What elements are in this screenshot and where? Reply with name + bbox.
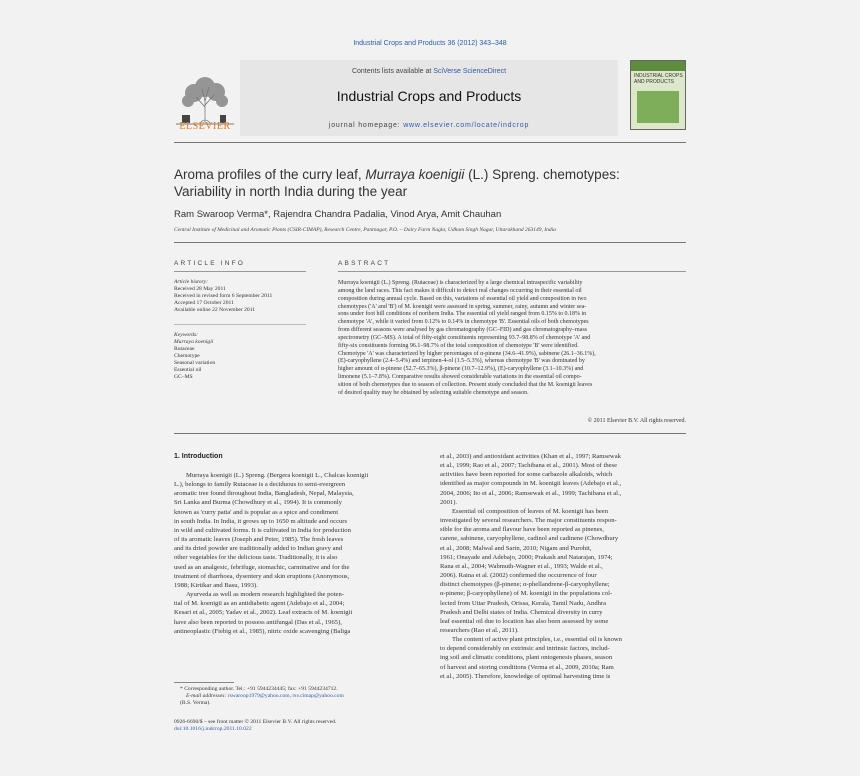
contents-line <box>240 68 618 75</box>
keyword[interactable]: Chemotype <box>174 353 200 359</box>
abstract-line: from different seasons were analysed by gas chromatography (GC–FID) and gas chromatography–mass <box>338 327 587 334</box>
intro-line: 2004, 2006; Ito et al., 2006; Ramsewak et al., 1999; Tachibana et al., <box>440 489 622 497</box>
intro-line: researchers (Rao et al., 2011). <box>440 626 519 634</box>
cover-image <box>637 91 679 123</box>
intro-line: distinct chemotypes (β-pinene; α-phellandrene-β-caryophyllene; <box>440 581 610 589</box>
abstract-line: of desired quality may be obtained by selecting suitable chemotype and season. <box>338 389 529 396</box>
meta-rule <box>174 242 686 243</box>
journal-citation[interactable]: Industrial Crops and Products 36 (2012) 343–348 <box>353 40 507 47</box>
intro-line: lected from Uttar Pradesh, Orissa, Kerala, Tamil Nadu, Andhra <box>440 599 607 607</box>
abstract-line: spectrometry (GC–MS). A total of fifty-eight constituents representing 93.7–98.8% of chemotype 'A' and <box>338 334 591 341</box>
abstract-line: composition during annual cycle. Based on this, variations of essential oil yield and composition in two <box>338 295 587 302</box>
homepage-link[interactable]: www.elsevier.com/locate/indcrop <box>403 122 530 129</box>
email-label: E-mail addresses: <box>186 693 228 699</box>
copyright: © 2011 Elsevier B.V. All rights reserved. <box>587 418 686 424</box>
intro-line: investigated by several researchers. The major constituents respon- <box>440 517 617 525</box>
article-info-label: ARTICLE INFO <box>174 260 246 267</box>
doi-link[interactable]: doi:10.1016/j.indcrop.2011.10.022 <box>174 726 252 732</box>
intro-line: Pradesh and Delhi states of India. Chemical diversity in curry <box>440 608 603 616</box>
abstract-line: chemotype 'A', while it varied from 0.12% to 0.14% in chemotype 'B'. Essential oils of both chemotypes <box>338 319 589 326</box>
abstract-line: Chemotype 'A' was characterized by higher percentages of α-pinene (34.6–41.9%), sabinene (26.1–36.1%), <box>338 350 596 357</box>
cover-title: INDUSTRIAL CROPS AND PRODUCTS <box>634 73 683 85</box>
intro-line: ing soil and climatic conditions, plant ontogenesis phases, season <box>440 654 613 662</box>
keywords-label: Keywords: <box>174 332 199 338</box>
abstract-text <box>338 280 686 398</box>
abstract-line: Murraya koenigii (L.) Spreng. (Rutaceae) is characterized by a large chemical intraspecific variability <box>338 280 583 286</box>
contents-prefix: Contents lists available at <box>351 68 434 75</box>
intro-line: carene, sabinene, caryophyllene, cadinol and cadinene (Chowdhury <box>440 535 619 543</box>
intro-line: used as an analgesic, febrifuge, stomachic, carminative and for the <box>174 563 350 571</box>
email-owner: (R.S. Verma). <box>180 700 211 706</box>
abstract-bottom-rule <box>174 433 686 434</box>
header-rule <box>174 142 686 143</box>
keyword[interactable]: GC–MS <box>174 374 193 380</box>
intro-line: in south India. In India, it grows up to 1650 m altitude and occurs <box>174 517 348 525</box>
intro-line: Ayurveda as well as modern research highlighted the poten- <box>186 591 344 599</box>
keyword[interactable]: Murraya koenigii <box>174 339 214 345</box>
issn-line: 0926-6690/$ – see front matter © 2011 Elsevier B.V. All rights reserved. <box>174 719 337 725</box>
keyword[interactable]: Rutaceae <box>174 346 195 352</box>
journal-title: Industrial Crops and Products <box>336 88 522 104</box>
title-part-2: (L.) Spreng. chemotypes: <box>464 167 620 182</box>
abstract-line: among the land races. This fact makes it difficult to detect real changes occurring in their essential oil <box>338 287 582 294</box>
intro-line: Sri Lanka and Burma (Chowdhury et al., 1994). It is commonly <box>174 499 342 507</box>
title-line-2: Variability in north India during the year <box>174 184 408 199</box>
intro-line: of its aromatic leaves (Joseph and Peter, 1985). The fresh leaves <box>174 536 344 544</box>
intro-line: aromatic tree found throughout India, Bangladesh, Nepal, Malaysia, <box>174 490 354 498</box>
intro-line: Essential oil composition of leaves of M. koenigii has been <box>452 507 609 515</box>
history-rule <box>174 324 306 325</box>
intro-line: sible for the aroma and flavour have been reported as pinenes, <box>440 526 604 534</box>
abstract-line: limonene (5.1–7.8%). Comparative results showed considerable variations in the essential oil compo- <box>338 374 582 381</box>
intro-line: to depend considerably on extrinsic and intrinsic factors, includ- <box>440 645 610 653</box>
intro-line: treatment of diarrhoea, dysentery and skin eruptions (Anonymous, <box>174 572 350 580</box>
homepage-prefix: journal homepage: <box>328 122 404 129</box>
email-link[interactable]: rswaroop1979@yahoo.com, rsv.cimap@yahoo.com <box>227 693 344 699</box>
intro-line: known as 'curry patta' and is popular as a spice and condiment <box>174 508 339 516</box>
intro-right-column <box>440 452 686 681</box>
intro-line: and its dried powder are traditionally added to Indian gravy and <box>174 545 343 553</box>
title-species: Murraya koenigii <box>365 167 465 182</box>
intro-line: Rana et al., 2004; Wabmuth-Wagner et al., 1993; Walde et al., <box>440 562 603 570</box>
intro-line: et al., 2005). Therefore, knowledge of optimal harvesting time is <box>440 672 611 680</box>
intro-line: of harvest and storing conditions (Verma et al., 2009, 2010a; Ram <box>440 663 614 671</box>
intro-line: α-pinene; β-caryophyllene) of M. koenigii in the populations col- <box>440 590 613 598</box>
abstract-label: ABSTRACT <box>338 260 391 267</box>
footnotes <box>180 686 420 707</box>
cover-band <box>631 61 685 71</box>
history-item: Available online 22 November 2011 <box>174 307 256 313</box>
abstract-line: (E)-caryophyllene (2.4–5.4%) and terpinen-4-ol (1.5–5.3%), whereas chemotype 'B' was dominated by <box>338 358 585 365</box>
corresponding-author-note: * Corresponding author. Tel.: +91 5944234445; fax: +91 5944234712. <box>180 686 338 692</box>
intro-line: tial of M. koenigii as an antidiabetic agent (Adebajo et al., 2004; <box>174 600 345 608</box>
intro-line: 1988; Kirtikar and Basu, 1993). <box>174 581 258 589</box>
abstract-line: sition of both chemotypes due to season of collection. Present study concluded that the M. koenigii leaves <box>338 381 593 388</box>
abstract-line: higher amount of α-pinene (52.7–65.3%), β-pinene (10.7–12.9%), (E)-caryophyllene (3.1–10.3%) and <box>338 366 584 373</box>
abstract-line: fifty-six constituents forming 96.1–98.7% of the total composition of chemotype 'B' were identified. <box>338 342 579 349</box>
intro-line: leaf essential oil due to location has also been assessed by some <box>440 617 609 625</box>
intro-line: activities have been reported for some carbazole alkaloids, which <box>440 471 613 479</box>
sciencedirect-link[interactable]: SciVerse ScienceDirect <box>433 68 507 75</box>
intro-line: 2006). Raina et al. (2002) confirmed the occurrence of four <box>440 572 597 580</box>
abstract-line: chemotypes ('A' and 'B') of M. koenigii were assessed in spring, summer, rainy, autumn and winter sea- <box>338 303 587 310</box>
introduction-heading: 1. Introduction <box>174 453 223 460</box>
intro-line: et al., 1999; Rao et al., 2007; Tachibana et al., 2001). Most of these <box>440 462 618 470</box>
intro-line: Kesari et al., 2005; Yadav et al., 2002). Leaf extracts of M. koenigii <box>174 609 353 617</box>
intro-line: et al., 2008; Malwal and Sarin, 2010; Nigam and Purohit, <box>440 544 592 552</box>
abstract-rule <box>338 271 686 272</box>
intro-line: antineoplastic (Fiebig et al., 1985), nitric oxide scavenging (Baliga <box>174 627 351 635</box>
article-info-rule <box>174 271 306 272</box>
intro-line: The content of active plant principles, i.e., essential oil is known <box>452 636 622 644</box>
history-item: Received 28 May 2011 <box>174 286 226 292</box>
intro-line: other vegetables for the delicious taste. Traditionally, it is also <box>174 554 338 562</box>
intro-line: identified as major compounds in M. koenigii leaves (Adebajo et al., <box>440 480 622 488</box>
article-history <box>174 279 314 314</box>
intro-line: et al., 2003) and antioxidant activities (Khan et al., 1997; Ramsewak <box>440 453 621 460</box>
abstract-line: sons under foot hill conditions of northern India. The essential oil yield ranged from 0.15% to 0.18% in <box>338 311 587 318</box>
keyword[interactable]: Essential oil <box>174 367 202 373</box>
history-item: Accepted 17 October 2011 <box>174 300 234 306</box>
elsevier-wordmark: ELSEVIER <box>179 121 231 132</box>
affiliation: Central Institute of Medicinal and Aromatic Plants (CSIR-CIMAP), Research Centre, Pantnagar, P.O. – Dairy Farm Nagla, Udham Singh Nagar, Uttarakhand 263149, India <box>174 227 556 233</box>
keyword[interactable]: Seasonal variation <box>174 360 216 366</box>
intro-line: Murraya koenigii (L.) Spreng. (Bergera koenigii L., Chalcas koenigii <box>186 472 369 479</box>
journal-homepage <box>240 122 618 129</box>
history-label: Article history: <box>174 279 209 285</box>
paper-title <box>174 166 694 200</box>
author-list[interactable]: Ram Swaroop Verma*, Rajendra Chandra Padalia, Vinod Arya, Amit Chauhan <box>174 209 502 220</box>
intro-line: in wild and cultivated forms. It is cultivated in India for production <box>174 526 351 534</box>
intro-line: 1961; Onayade and Adebajo, 2000; Prakash and Natarajan, 1974; <box>440 553 613 561</box>
journal-cover-thumbnail[interactable] <box>630 60 686 130</box>
intro-line: 2001). <box>440 498 458 506</box>
publication-info <box>174 719 434 733</box>
footnote-rule <box>174 682 234 683</box>
intro-line: have also been reported to possess antifungal (Das et al., 1965), <box>174 618 342 626</box>
intro-left-column <box>174 471 422 636</box>
title-part-1: Aroma profiles of the curry leaf, <box>174 167 366 182</box>
intro-line: L.), belongs to family Rutaceae is a deciduous to semi-evergreen <box>174 481 346 489</box>
keywords <box>174 332 314 381</box>
history-item: Received in revised form 6 September 2011 <box>174 293 273 299</box>
